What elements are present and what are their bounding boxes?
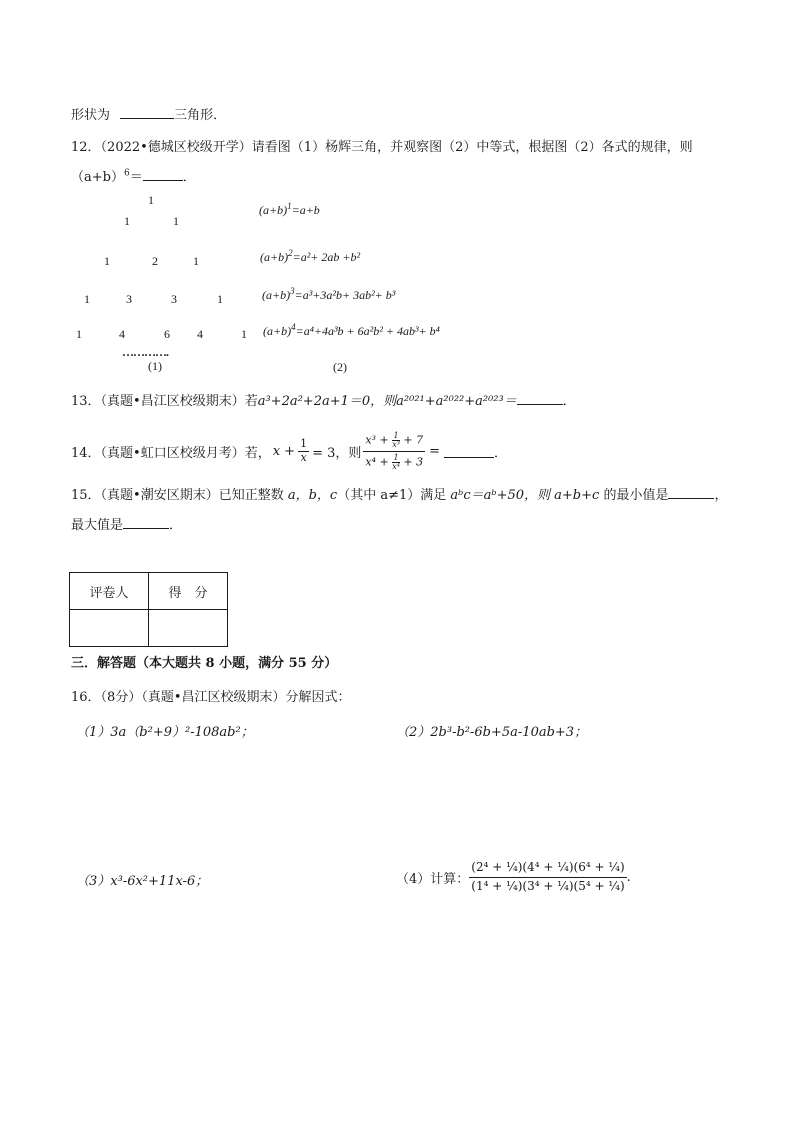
q14-cond-x: x + xyxy=(272,443,296,459)
eq-rhs: =a⁴+4a³b + 6a²b² + 4ab³+ b⁴ xyxy=(295,324,440,338)
mini-numerator: 1 xyxy=(393,430,399,440)
numerator-rest: + 7 xyxy=(403,433,424,446)
q12-text xyxy=(71,136,693,155)
q15-min-label: 的最小值是 xyxy=(603,488,669,503)
q16-part4-fraction xyxy=(469,861,626,892)
eq-exp: 3 xyxy=(290,286,295,296)
q16-part1: （1）3a（b²+9）²-108ab²； xyxy=(76,725,254,740)
triangle-number: 1 xyxy=(241,327,247,341)
score-header-score: 得 分 xyxy=(149,573,228,610)
denominator-rest: + 3 xyxy=(403,455,424,468)
q15-prefix: 15．（真题•潮安区期末）已知正整数 xyxy=(71,488,284,503)
fraction-denominator: (1⁴ + ¼)(3⁴ + ¼)(5⁴ + ¼) xyxy=(471,878,625,893)
triangle-number: 2 xyxy=(152,254,158,268)
equation-line xyxy=(262,288,395,303)
mini-fraction xyxy=(392,432,400,449)
q16-title: 16．（8分）（真题•昌江区校级期末）分解因式： xyxy=(71,690,351,705)
eq-rhs: =a²+ 2ab +b² xyxy=(292,250,361,264)
main-numerator xyxy=(363,432,425,452)
fraction-numerator: 1 xyxy=(300,437,308,451)
fraction-numerator: (2⁴ + ¼)(4⁴ + ¼)(6⁴ + ¼) xyxy=(469,861,626,877)
q15-vars: a，b，c xyxy=(287,488,338,503)
section-heading: 三．解答题（本大题共 8 小题，满分 55 分） xyxy=(71,656,338,671)
triangle-number: 1 xyxy=(148,193,154,207)
q12-prefix: 12．（2022•德城区校级开学）请看图（1）杨辉三角，并观察图（2）中等式，根据图（2）各式的规律，则 xyxy=(71,140,693,155)
eq-base: (a+b) xyxy=(262,288,291,302)
mini-fraction xyxy=(392,454,400,471)
top-line-pre: 形状为 xyxy=(71,108,111,123)
q15-max-label: 最大值是 xyxy=(71,518,124,533)
q15-line2 xyxy=(71,514,182,533)
triangle-number: 1 xyxy=(193,254,199,268)
equation-line xyxy=(263,324,440,339)
grader-cell[interactable] xyxy=(70,610,149,647)
eq-base: (a+b) xyxy=(259,203,288,217)
eq-exp: 1 xyxy=(287,201,292,211)
q13-text xyxy=(71,390,576,409)
triangle-number: 3 xyxy=(171,292,177,306)
top-line-post: 三角形． xyxy=(174,108,227,123)
q16-part2: （2）2b³-b²-6b+5a-10ab+3； xyxy=(396,725,588,740)
q16-part4-end: . xyxy=(626,869,631,885)
triangle-dots: …………. xyxy=(122,345,168,359)
q12-exp: 6 xyxy=(123,168,130,179)
answer-blank xyxy=(143,168,183,181)
eq-base: (a+b) xyxy=(260,250,289,264)
triangle-number: 3 xyxy=(126,292,132,306)
figure-label-2: (2) xyxy=(333,360,347,374)
q14-cond-rhs: = 3，则 xyxy=(312,445,362,461)
eq-base: (a+b) xyxy=(263,324,292,338)
triangle-number: 1 xyxy=(76,327,82,341)
answer-blank xyxy=(444,445,494,458)
eq-rhs: =a³+3a²b+ 3ab²+ b³ xyxy=(294,288,396,302)
q14-text xyxy=(71,424,507,478)
q15-end: ． xyxy=(169,518,183,533)
answer-blank xyxy=(120,106,174,119)
q15-line1 xyxy=(71,484,727,503)
triangle-number: 1 xyxy=(217,292,223,306)
mini-numerator: 1 xyxy=(393,452,399,462)
triangle-number: 1 xyxy=(124,214,130,228)
main-denominator xyxy=(363,452,425,471)
mini-denominator: x⁴ xyxy=(392,461,400,471)
q12-lhs: （a+b） xyxy=(71,170,124,185)
q13-prefix: 13．（真题•昌江区校级期末）若 xyxy=(71,394,258,409)
triangle-number: 1 xyxy=(104,254,110,268)
q14-end: ． xyxy=(494,445,508,461)
triangle-number: 4 xyxy=(119,327,125,341)
q12-eq: ＝ xyxy=(129,170,143,185)
equation-line xyxy=(260,250,360,265)
triangle-number: 6 xyxy=(164,327,170,341)
q16-part4 xyxy=(396,852,631,902)
q12-end: ． xyxy=(182,170,196,185)
triangle-number: 4 xyxy=(197,327,203,341)
answer-blank xyxy=(517,392,563,405)
top-line xyxy=(71,104,226,123)
fraction-denominator: x xyxy=(300,450,307,464)
score-table xyxy=(69,572,228,647)
answer-blank xyxy=(668,486,714,499)
eq-exp: 2 xyxy=(288,248,293,258)
eq-exp: 4 xyxy=(291,322,296,332)
figure-label-1: (1) xyxy=(148,359,162,373)
mini-denominator: x³ xyxy=(392,439,400,449)
q13-condition: a³+2a²+2a+1＝0，则 xyxy=(257,394,397,409)
q15-condition: （其中 a≠1）满足 xyxy=(337,488,447,503)
numerator-term: x³ + xyxy=(365,433,389,446)
q13-expression: a²⁰²¹+a²⁰²²+a²⁰²³＝ xyxy=(396,394,517,409)
q14-main-fraction xyxy=(363,432,425,471)
q14-prefix: 14．（真题•虹口区校级月考）若， xyxy=(71,445,271,461)
eq-rhs: =a+b xyxy=(291,203,320,217)
q14-cond-fraction xyxy=(298,438,309,463)
q13-end: ． xyxy=(562,394,576,409)
q14-eq: = xyxy=(429,443,441,459)
q15-equation: aᵇc＝aᵇ+50，则 a+b+c xyxy=(450,488,600,503)
triangle-number: 1 xyxy=(173,214,179,228)
answer-blank xyxy=(123,516,169,529)
score-cell[interactable] xyxy=(149,610,228,647)
q16-part4-label: （4）计算： xyxy=(396,871,470,887)
q16-part3: （3）x³-6x²+11x-6； xyxy=(76,874,209,889)
score-header-grader: 评卷人 xyxy=(70,573,149,610)
equation-line xyxy=(259,203,320,218)
q12-expression xyxy=(71,166,196,185)
denominator-term: x⁴ + xyxy=(365,455,389,468)
triangle-number: 1 xyxy=(84,292,90,306)
q15-comma: ， xyxy=(714,488,728,503)
